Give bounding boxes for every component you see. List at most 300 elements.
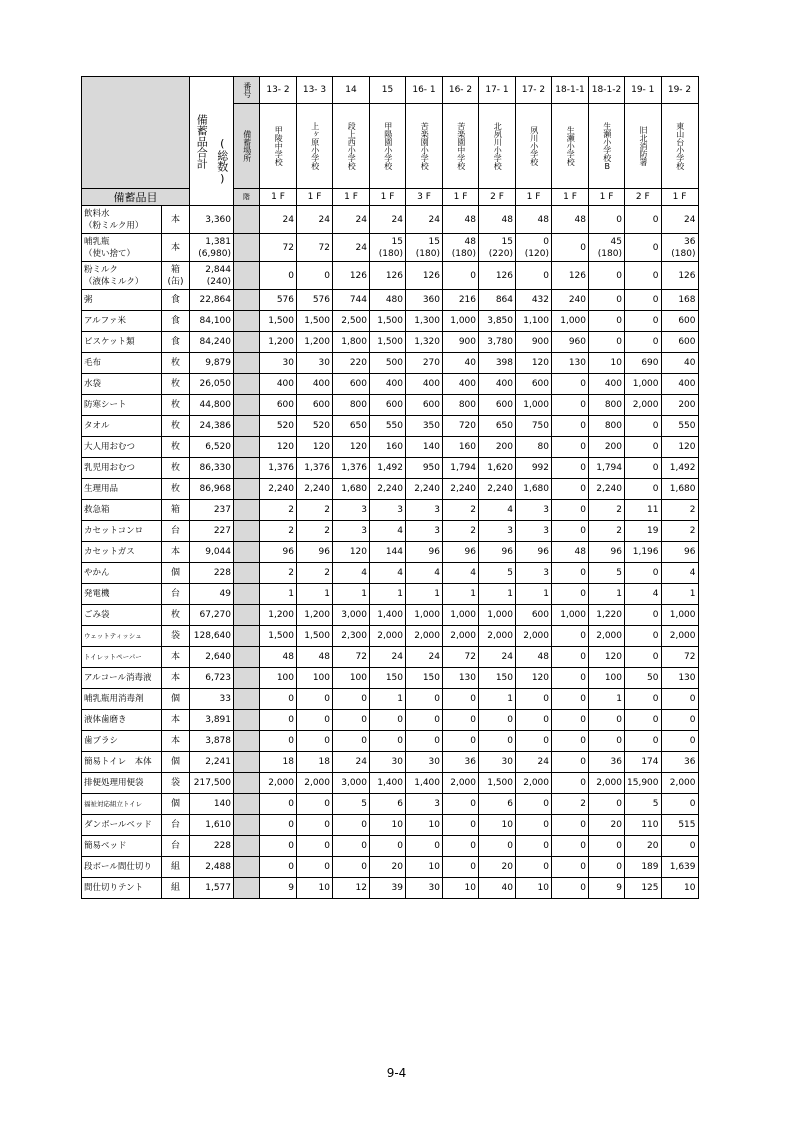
value-cell	[297, 626, 333, 647]
code-text: 19- 1	[631, 85, 655, 95]
value-text: 2,000	[268, 778, 294, 788]
code-cell	[625, 77, 662, 104]
total-cell	[190, 311, 234, 332]
value-cell	[260, 332, 297, 353]
value-text: 9	[616, 883, 622, 893]
value-text: 2,000	[450, 778, 476, 788]
place-name: 生瀬小学校B	[602, 121, 612, 171]
value-cell	[589, 395, 625, 416]
value-text: 2	[288, 526, 294, 536]
item-name-text: 間仕切りテント	[84, 883, 144, 893]
value-text: (220)	[488, 248, 513, 259]
value-cell	[516, 395, 552, 416]
value-cell	[297, 353, 333, 374]
value-cell	[516, 647, 552, 668]
value-cell	[552, 353, 589, 374]
value-cell	[516, 773, 552, 794]
value-text: (180)	[451, 248, 476, 259]
item-name	[82, 311, 162, 332]
value-cell	[370, 521, 406, 542]
item-header: 備蓄品目	[82, 189, 190, 206]
value-cell	[260, 262, 297, 290]
place-name: 甲陵中学校	[274, 126, 284, 166]
value-text: 24	[391, 214, 403, 225]
value-text: 100	[276, 673, 294, 683]
unit-text: 枚	[170, 610, 180, 620]
value-cell	[589, 500, 625, 521]
value-cell	[443, 752, 479, 773]
value-text: 1,000	[450, 316, 476, 326]
table-row	[82, 290, 699, 311]
code-text: 16- 2	[448, 85, 473, 95]
value-text: 1,200	[268, 610, 294, 620]
value-text: 1,500	[268, 631, 294, 641]
value-cell	[333, 332, 370, 353]
value-text: 120	[678, 442, 696, 452]
table-row	[82, 752, 699, 773]
place-name: 東山台小学校	[675, 122, 685, 170]
total-cell	[190, 374, 234, 395]
value-cell	[516, 563, 552, 584]
value-text: 1,800	[341, 337, 367, 347]
value-text: 168	[678, 295, 696, 305]
value-cell	[589, 542, 625, 563]
value-cell	[589, 563, 625, 584]
value-text: 1	[689, 589, 696, 599]
value-cell	[625, 290, 662, 311]
value-cell	[661, 668, 698, 689]
place-cell	[552, 104, 589, 189]
value-cell	[297, 437, 333, 458]
value-text: 1,680	[523, 484, 549, 494]
value-cell	[443, 416, 479, 437]
value-text: 6	[397, 799, 403, 809]
total-text: 26,050	[199, 379, 231, 389]
total-text: 84,240	[199, 337, 231, 347]
value-text: 0	[543, 862, 549, 872]
unit-text: 枚	[170, 400, 180, 410]
value-text: 1	[397, 589, 403, 599]
value-text: 1	[397, 694, 403, 704]
gray-spacer	[234, 374, 260, 395]
value-cell	[625, 773, 662, 794]
value-text: 1	[324, 589, 330, 599]
value-cell	[297, 752, 333, 773]
value-cell	[479, 878, 516, 899]
value-cell	[297, 311, 333, 332]
value-cell	[479, 332, 516, 353]
value-text: 0	[616, 736, 622, 746]
item-name	[82, 857, 162, 878]
value-text: 1,500	[377, 316, 403, 326]
value-cell	[479, 689, 516, 710]
value-cell	[406, 857, 443, 878]
value-cell	[297, 689, 333, 710]
total-cell	[190, 542, 234, 563]
value-text: 1,500	[268, 316, 294, 326]
value-text: 550	[385, 421, 403, 431]
value-cell	[260, 395, 297, 416]
item-name-text: トイレットペーパー	[84, 653, 142, 661]
item-name-text: 簡易ベッド	[84, 841, 127, 851]
value-cell	[661, 458, 698, 479]
unit-text: 枚	[170, 484, 180, 494]
value-text: 600	[495, 400, 513, 410]
value-text: 800	[458, 400, 476, 410]
value-cell	[443, 353, 479, 374]
value-cell	[589, 332, 625, 353]
item-name-text: ビスケット類	[84, 337, 135, 347]
gray-spacer	[234, 332, 260, 353]
value-cell	[552, 332, 589, 353]
unit-text: 食	[170, 316, 180, 326]
value-text: 0	[580, 778, 586, 788]
value-text: 30	[428, 883, 440, 893]
item-name	[82, 794, 162, 815]
value-cell	[297, 857, 333, 878]
value-text: 72	[464, 652, 476, 662]
gray-spacer	[234, 500, 260, 521]
table-row	[82, 500, 699, 521]
value-cell	[333, 668, 370, 689]
value-text: 2,500	[341, 316, 367, 326]
value-text: 2,240	[487, 484, 513, 494]
total-cell	[190, 458, 234, 479]
value-text: 0	[616, 295, 622, 305]
value-text: 10	[428, 820, 440, 830]
value-text: 0	[580, 862, 586, 872]
value-text: 0	[580, 841, 586, 851]
value-cell	[661, 374, 698, 395]
value-cell	[625, 542, 662, 563]
value-cell	[625, 752, 662, 773]
value-text: 0	[652, 484, 659, 494]
value-cell	[625, 710, 662, 731]
value-cell	[297, 262, 333, 290]
value-text: 0	[652, 652, 659, 662]
value-cell	[443, 234, 479, 262]
value-text: 36	[684, 236, 696, 247]
value-text: 48	[574, 214, 586, 225]
value-text: 0	[616, 799, 622, 809]
value-text: 140	[422, 442, 440, 452]
value-text: 0	[616, 316, 622, 326]
total-text: 140	[213, 799, 231, 809]
value-text: 125	[641, 883, 659, 893]
value-cell	[370, 479, 406, 500]
value-cell	[333, 647, 370, 668]
value-cell	[589, 836, 625, 857]
table-row	[82, 437, 699, 458]
value-text: 220	[349, 358, 367, 368]
value-cell	[370, 542, 406, 563]
value-cell	[297, 416, 333, 437]
item-name	[82, 290, 162, 311]
item-name-text: 飲料水	[84, 208, 110, 219]
value-cell	[370, 563, 406, 584]
code-text: 18-1-1	[555, 85, 585, 95]
value-cell	[589, 311, 625, 332]
value-text: 0	[580, 379, 586, 389]
value-text: 2,240	[450, 484, 476, 494]
value-cell	[661, 626, 698, 647]
value-text: 4	[397, 568, 403, 578]
value-text: 3,000	[341, 778, 367, 788]
floor-cell: 1 F	[661, 189, 698, 206]
value-text: 130	[568, 358, 586, 368]
place-name: 北夙川小学校	[493, 122, 503, 170]
value-cell	[370, 689, 406, 710]
unit-text: 本	[170, 242, 180, 253]
value-text: 100	[604, 673, 622, 683]
value-cell	[443, 605, 479, 626]
gray-spacer	[234, 836, 260, 857]
value-text: 36	[684, 757, 696, 767]
value-text: 500	[385, 358, 403, 368]
value-text: 0	[616, 270, 622, 281]
value-cell	[589, 374, 625, 395]
value-cell	[479, 416, 516, 437]
value-text: 0	[324, 736, 330, 746]
item-name-text: ウェットティッシュ	[84, 632, 142, 640]
value-text: 1,500	[304, 631, 330, 641]
total-text: 6,520	[205, 442, 231, 452]
value-text: 398	[495, 358, 513, 368]
value-cell	[406, 794, 443, 815]
value-text: 0	[652, 568, 659, 578]
value-cell	[443, 479, 479, 500]
value-text: 0	[652, 736, 659, 746]
unit-cell	[162, 878, 190, 899]
value-cell	[479, 563, 516, 584]
value-text: 1,400	[414, 778, 440, 788]
place-name: 段上西小学校	[347, 122, 357, 170]
value-cell	[260, 290, 297, 311]
total-cell	[190, 731, 234, 752]
unit-cell	[162, 353, 190, 374]
total-text: 227	[213, 526, 231, 536]
value-cell	[297, 234, 333, 262]
total-cell	[190, 206, 234, 234]
value-text: 0	[470, 715, 476, 725]
value-cell	[333, 584, 370, 605]
value-text: 0	[580, 715, 586, 725]
item-name	[82, 563, 162, 584]
unit-cell	[162, 500, 190, 521]
item-name-text: 歯ブラシ	[84, 736, 119, 746]
value-text: 576	[312, 295, 330, 305]
value-cell	[625, 262, 662, 290]
value-text: 24	[684, 214, 696, 225]
item-name-sub: （液体ミルク）	[84, 276, 144, 287]
value-text: 0	[324, 270, 330, 281]
item-name	[82, 332, 162, 353]
value-text: 120	[312, 442, 330, 452]
value-text: 0	[652, 316, 659, 326]
value-text: 960	[568, 337, 586, 347]
value-cell	[333, 836, 370, 857]
value-cell	[297, 710, 333, 731]
floor-cell: 1 F	[333, 189, 370, 206]
value-cell	[406, 563, 443, 584]
table-row	[82, 563, 699, 584]
gray-spacer	[234, 689, 260, 710]
total-text: 2,488	[205, 862, 231, 872]
total-cell	[190, 563, 234, 584]
item-name	[82, 668, 162, 689]
value-text: 2	[324, 568, 330, 578]
value-cell	[406, 262, 443, 290]
value-text: 15	[501, 236, 513, 247]
gray-spacer	[234, 290, 260, 311]
value-cell	[516, 857, 552, 878]
value-text: 0	[288, 820, 294, 830]
value-cell	[406, 416, 443, 437]
value-cell	[516, 437, 552, 458]
item-name-text: タオル	[84, 421, 110, 431]
value-cell	[516, 689, 552, 710]
value-text: 0	[288, 736, 294, 746]
value-text: 0	[689, 799, 696, 809]
value-cell	[516, 731, 552, 752]
value-cell	[297, 374, 333, 395]
value-cell	[516, 206, 552, 234]
value-cell	[370, 836, 406, 857]
code-text: 13- 2	[266, 85, 290, 95]
total-text: 1,381	[205, 236, 231, 247]
item-name-text: カセットガス	[84, 547, 135, 557]
value-text: 600	[385, 400, 403, 410]
value-cell	[370, 332, 406, 353]
unit-cell	[162, 710, 190, 731]
value-cell	[443, 731, 479, 752]
value-cell	[406, 731, 443, 752]
value-cell	[479, 311, 516, 332]
value-cell	[370, 731, 406, 752]
value-cell	[625, 311, 662, 332]
place-name: 旧北消防署	[638, 126, 648, 166]
total-text: 3,878	[205, 736, 231, 746]
value-cell	[516, 353, 552, 374]
value-text: 1,500	[487, 778, 513, 788]
floor-cell: 1 F	[370, 189, 406, 206]
total-cell	[190, 773, 234, 794]
item-name-text: 乳児用おむつ	[84, 463, 136, 473]
value-text: 1	[470, 589, 476, 599]
value-text: 650	[495, 421, 513, 431]
value-cell	[333, 437, 370, 458]
item-name-text: アルコール消毒液	[84, 673, 152, 683]
value-text: (180)	[671, 248, 696, 259]
value-text: 1,000	[523, 400, 549, 410]
value-text: 1,680	[669, 484, 696, 494]
value-cell	[516, 374, 552, 395]
value-text: 30	[391, 757, 403, 767]
value-cell	[625, 605, 662, 626]
value-cell	[552, 416, 589, 437]
value-cell	[552, 521, 589, 542]
table-row	[82, 647, 699, 668]
unit-cell	[162, 647, 190, 668]
value-cell	[370, 262, 406, 290]
value-cell	[552, 311, 589, 332]
value-cell	[297, 395, 333, 416]
value-text: 0	[434, 841, 440, 851]
value-cell	[589, 626, 625, 647]
value-cell	[661, 689, 698, 710]
value-text: 400	[458, 379, 476, 389]
value-cell	[260, 773, 297, 794]
value-cell	[443, 815, 479, 836]
value-cell	[479, 605, 516, 626]
value-cell	[297, 500, 333, 521]
value-text: 1,200	[304, 337, 330, 347]
place-cell	[297, 104, 333, 189]
value-cell	[552, 668, 589, 689]
total-header	[190, 77, 234, 206]
value-text: 2	[580, 799, 586, 809]
value-text: 36	[610, 757, 622, 767]
value-text: 2,240	[268, 484, 294, 494]
unit-cell	[162, 437, 190, 458]
value-cell	[297, 878, 333, 899]
value-cell	[260, 668, 297, 689]
unit-text: 本	[170, 214, 180, 225]
value-cell	[661, 332, 698, 353]
total-text: 228	[213, 841, 231, 851]
value-text: 24	[391, 652, 403, 662]
value-text: 130	[458, 673, 476, 683]
value-cell	[297, 479, 333, 500]
value-cell	[333, 794, 370, 815]
value-text: 120	[604, 652, 622, 662]
value-cell	[406, 332, 443, 353]
value-text: 0	[361, 715, 367, 725]
value-text: 2,000	[523, 631, 549, 641]
value-text: 550	[678, 421, 696, 431]
code-text: 15	[381, 85, 394, 95]
value-cell	[406, 437, 443, 458]
value-text: 0	[652, 610, 659, 620]
value-text: 650	[349, 421, 367, 431]
item-name	[82, 479, 162, 500]
gray-spacer	[234, 752, 260, 773]
value-cell	[661, 815, 698, 836]
value-text: 126	[385, 270, 403, 281]
value-text: 600	[349, 379, 367, 389]
value-cell	[370, 668, 406, 689]
value-cell	[625, 206, 662, 234]
value-text: 0	[470, 736, 476, 746]
total-text: 6,723	[205, 673, 231, 683]
value-cell	[297, 605, 333, 626]
unit-text: 台	[170, 526, 180, 536]
value-text: 1,492	[669, 463, 696, 473]
value-text: 0	[580, 631, 586, 641]
value-cell	[297, 815, 333, 836]
table-row	[82, 710, 699, 731]
value-text: 3	[361, 505, 367, 515]
gray-spacer	[234, 521, 260, 542]
table-row	[82, 479, 699, 500]
value-cell	[333, 234, 370, 262]
value-text: 0	[543, 736, 549, 746]
value-cell	[516, 710, 552, 731]
value-text: 24	[428, 652, 440, 662]
unit-text: 個	[170, 694, 180, 704]
value-cell	[406, 521, 443, 542]
total-cell	[190, 521, 234, 542]
